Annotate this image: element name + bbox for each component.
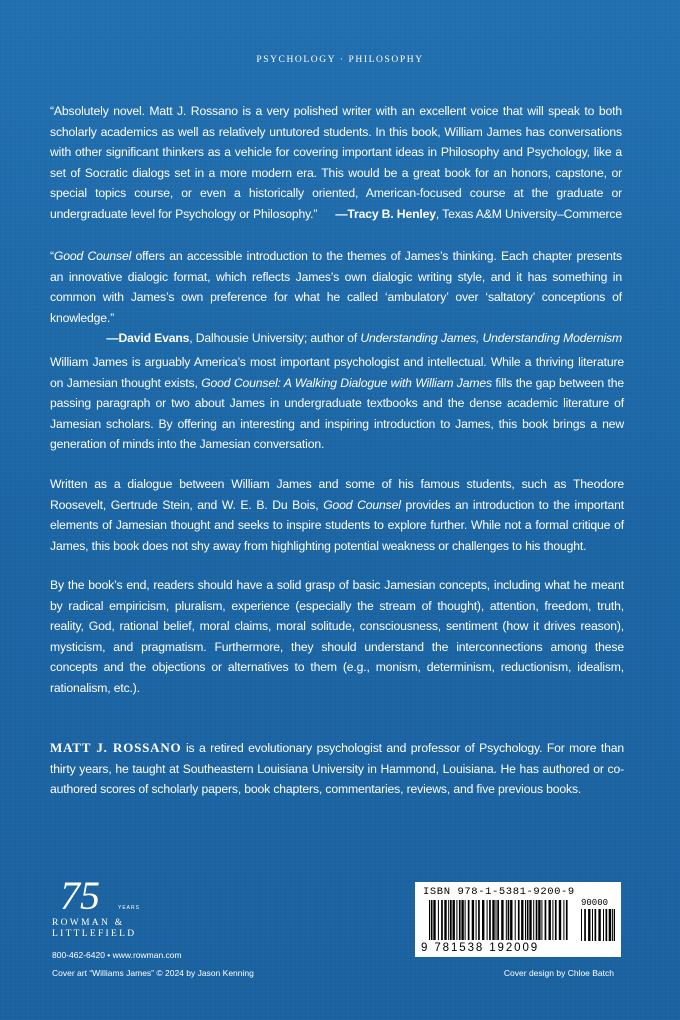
barcode-bar bbox=[525, 900, 526, 940]
barcode-bar bbox=[592, 909, 593, 941]
description-paragraph-2 bbox=[50, 474, 624, 556]
barcode-bar bbox=[515, 900, 516, 940]
barcode-bar bbox=[496, 900, 497, 940]
barcode-bar bbox=[527, 900, 529, 940]
barcode-bar bbox=[492, 900, 494, 940]
publisher-name-line2: LITTLEFIELD bbox=[52, 929, 137, 939]
description-paragraph-1 bbox=[50, 352, 624, 455]
ean-digits: 9 781538 192009 bbox=[421, 942, 540, 954]
barcode-bar bbox=[438, 900, 439, 940]
blurb-author: —Tracy B. Henley bbox=[335, 206, 436, 221]
barcode-bar bbox=[476, 900, 477, 940]
blurb-author-book: Understanding James, Understanding Modernism bbox=[360, 331, 622, 346]
barcode-bar bbox=[538, 900, 540, 940]
barcode-bar bbox=[563, 900, 564, 940]
isbn-barcode bbox=[415, 882, 621, 957]
blurb-author: —David Evans bbox=[106, 331, 190, 346]
author-name: MATT J. ROSSANO bbox=[50, 740, 182, 755]
barcode-bar bbox=[489, 900, 491, 940]
blurb-quote: offers an accessible introduction to the themes of James’s thinking. Each chapter presents an innovative dialogic format, which reflects James’s own dialogic writing style, and it has something in common with James’s own preference for what he called ‘ambulatory’ over ‘saltatory’ conceptions of knowledge.” bbox=[50, 249, 622, 325]
category-label: PSYCHOLOGY · PHILOSOPHY bbox=[256, 55, 424, 65]
barcode-bar bbox=[545, 900, 547, 940]
barcode-bar bbox=[552, 900, 553, 940]
blurb-book-title: Good Counsel bbox=[53, 249, 132, 263]
barcode-bar bbox=[584, 909, 586, 941]
barcode-bar bbox=[441, 900, 443, 940]
barcode-bar bbox=[533, 900, 534, 940]
book-title: Good Counsel bbox=[323, 497, 401, 512]
barcode-bar bbox=[444, 900, 446, 940]
barcode-bar bbox=[429, 900, 430, 940]
barcode-bar bbox=[450, 900, 452, 940]
addon-barcode-bars bbox=[581, 909, 615, 953]
barcode-bar bbox=[606, 909, 608, 941]
cover-design-credit: Cover design by Chloe Batch bbox=[503, 968, 614, 978]
barcode-bar bbox=[588, 909, 590, 941]
blurb-attribution bbox=[50, 328, 622, 349]
barcode-bar bbox=[506, 900, 507, 940]
barcode-bar bbox=[459, 900, 461, 940]
barcode-bar bbox=[529, 900, 531, 940]
barcode-bar bbox=[478, 900, 480, 940]
barcode-bar bbox=[433, 900, 435, 940]
ean-barcode-bars bbox=[429, 900, 569, 944]
barcode-bar bbox=[518, 900, 520, 940]
book-title: Good Counsel: A Walking Dialogue with William James bbox=[201, 375, 492, 390]
description-text: fills the gap between the passing paragraph or two about James in undergraduate textbooks and the dense academic literature of Jamesian scholars. By offering an interesting and inspiring introduction to James, this book brings a new generation of minds into the Jamesian conversation. bbox=[50, 375, 625, 452]
blurb-attribution bbox=[335, 204, 622, 225]
barcode-bar bbox=[541, 900, 542, 940]
anniversary-years: YEARS bbox=[118, 905, 140, 911]
barcode-bar bbox=[456, 900, 457, 940]
barcode-bar bbox=[461, 900, 463, 940]
cover-art-credit: Cover art “Williams James” © 2024 by Jason Kenning bbox=[52, 968, 254, 978]
description-paragraph-3 bbox=[50, 575, 624, 699]
barcode-bar bbox=[598, 909, 600, 941]
barcode-bar bbox=[603, 909, 604, 941]
barcode-bar bbox=[472, 900, 474, 940]
publisher-name-line1: ROWMAN & bbox=[52, 918, 125, 928]
isbn-label: ISBN 978-1-5381-9200-9 bbox=[423, 886, 575, 898]
publisher-contact: 800-462-6420 • www.rowman.com bbox=[52, 950, 182, 960]
description-text: Written as a dialogue between William James and some of his famous students, such as Theodore Roosevelt, Gertrude Stein, and W. E. B. Du Bois, bbox=[50, 477, 624, 512]
blurb-open-quote: “ bbox=[50, 249, 54, 263]
barcode-bar bbox=[497, 900, 499, 940]
blurb-quote: “Absolutely novel. Matt J. Rossano is a very polished writer with an excellent voice that will speak to both scholarly academics as well as relatively untutored students. In this book, William James has conversations with other significant thinkers as a vehicle for covering important ideas in Philosophy and Psychology, like a set of Socratic dialogs set in a more modern era. This would be a great book for an honors, capstone, or special topics course, or even a historically oriented, American-focused course at the graduate or undergraduate level for Psychology or Philosophy.” bbox=[50, 104, 622, 221]
anniversary-number: 75 bbox=[60, 873, 100, 918]
barcode-bar bbox=[549, 900, 551, 940]
barcode-bar bbox=[595, 909, 597, 941]
barcode-bar bbox=[453, 900, 455, 940]
blurb-affiliation: , Texas A&M University–Commerce bbox=[435, 206, 622, 221]
description-text: By the book’s end, readers should have a solid grasp of basic Jamesian concepts, including what he meant by radical empiricism, pluralism, experience (especially the stream of thought), attention, freedom, truth, reality, God, rational belief, moral claims, moral solitude, consciousness, sentiment (how it drives reason), mysticism, and pragmatism. Furthermore, they should understand the interconnections among these concepts and the objections or alternatives to them (e.g., monism, determinism, reductionism, idealism, rationalism, etc.). bbox=[50, 578, 624, 695]
barcode-bar bbox=[536, 900, 538, 940]
blurb-henley bbox=[50, 101, 622, 225]
description-text: provides an introduction to the important elements of Jamesian thought and seeks to inspire students to explore further. While not a formal critique of James, this book does not shy away from highlighting potential weakness or challenges to his thought. bbox=[50, 497, 624, 553]
barcode-bar bbox=[612, 909, 613, 941]
author-bio-text: is a retired evolutionary psychologist and professor of Psychology. For more than thirty years, he taught at Southeastern Louisiana University in Hammond, Louisiana. He has authored or co-authored scores of scholarly papers, book chapters, commentaries, reviews, and five previous books. bbox=[50, 741, 624, 797]
barcode-bar bbox=[521, 900, 523, 940]
barcode-bar bbox=[614, 909, 615, 941]
barcode-bar bbox=[501, 900, 503, 940]
barcode-bar bbox=[609, 909, 611, 941]
author-bio bbox=[50, 738, 624, 800]
barcode-bar bbox=[431, 900, 433, 940]
barcode-bar bbox=[581, 909, 582, 941]
addon-price-code: 90000 bbox=[581, 898, 609, 908]
barcode-bar bbox=[465, 900, 466, 940]
barcode-bar bbox=[566, 900, 568, 940]
barcode-bar bbox=[559, 900, 561, 940]
blurb-affiliation: , Dalhousie University; author of bbox=[189, 331, 361, 346]
barcode-bar bbox=[448, 900, 449, 940]
barcode-bar bbox=[482, 900, 484, 940]
barcode-bar bbox=[487, 900, 488, 940]
publisher-logo bbox=[52, 873, 192, 940]
blurb-evans bbox=[50, 246, 622, 349]
description-text: William James is arguably America’s most important psychologist and intellectual. While a thriving literature on Jamesian thought exists, bbox=[50, 355, 624, 390]
barcode-bar bbox=[510, 900, 512, 940]
barcode-bar bbox=[555, 900, 557, 940]
barcode-bar bbox=[508, 900, 510, 940]
barcode-bar bbox=[468, 900, 470, 940]
